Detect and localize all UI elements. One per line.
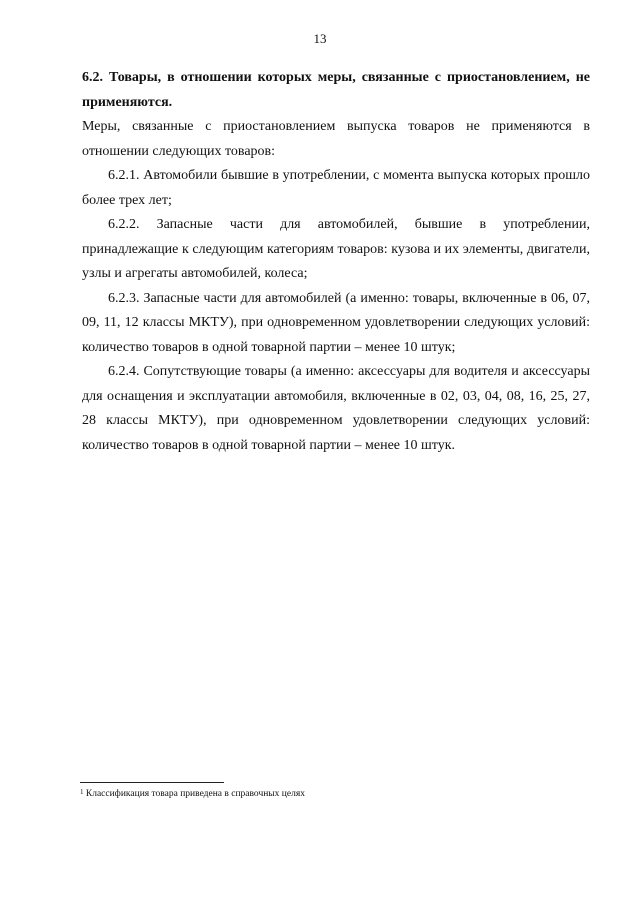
section-intro-text: Меры, связанные с приостановлением выпуска товаров не применяются в отношении следующих товаров: — [82, 119, 590, 159]
list-item — [82, 287, 590, 361]
footnote-marker: 1 — [80, 788, 84, 796]
list-item-text: 6.2.2. Запасные части для автомобилей, бывшие в употреблении, принадлежащие к следующим категориям товаров: кузова и их элементы, двигатели, узлы и агрегаты автомобилей, колеса; — [82, 217, 590, 281]
section-heading-text: 6.2. Товары, в отношении которых меры, связанные с приостановлением, не применяются. — [82, 70, 590, 110]
section-intro — [82, 115, 590, 164]
list-item — [82, 360, 590, 458]
list-item-text: 6.2.4. Сопутствующие товары (а именно: аксессуары для водителя и аксессуары для оснащения и эксплуатации автомобиля, включенные в 02, 03, 04, 08, 16, 25, 27, 28 классы МКТУ), при одновременном удовлетворении следующих условий: количество товаров в одной товарной партии – менее 10 штук. — [82, 364, 590, 453]
list-item-text: 6.2.1. Автомобили бывшие в употреблении, с момента выпуска которых прошло более трех лет; — [82, 168, 590, 208]
section-body — [82, 66, 590, 458]
footnote — [80, 788, 305, 800]
page-number: 13 — [313, 31, 327, 46]
section-heading — [82, 66, 590, 115]
list-item — [82, 213, 590, 287]
list-item — [82, 164, 590, 213]
footnote-text: Классификация товара приведена в справочных целях — [85, 789, 305, 799]
footnote-divider — [80, 782, 224, 783]
list-item-text: 6.2.3. Запасные части для автомобилей (а именно: товары, включенные в 06, 07, 09, 11, 12 классы МКТУ), при одновременном удовлетворении следующих условий: количество товаров в одной товарной партии – менее 10 штук; — [82, 290, 590, 355]
